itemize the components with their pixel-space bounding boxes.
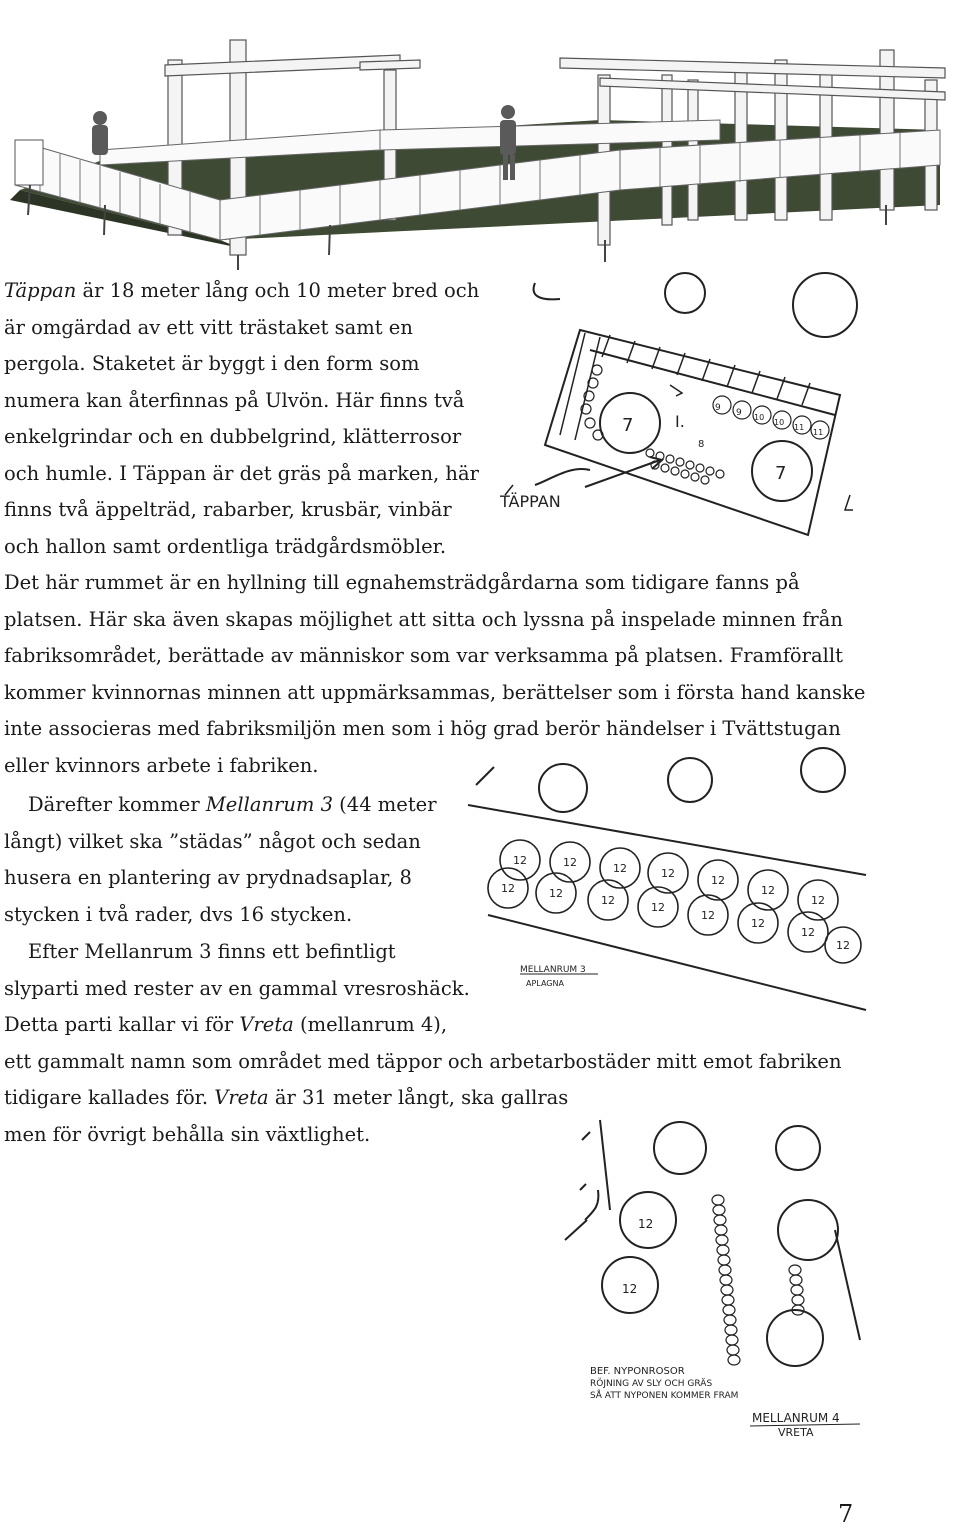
mellanrum3-label: MELLANRUM 3 <box>520 965 586 975</box>
text-span: (44 meter <box>332 793 437 816</box>
text-line: slyparti med rester av en gammal vresroshäck. <box>4 976 470 1000</box>
text-line <box>4 1007 842 1044</box>
mellanrum3-tree-label-o: 12 <box>836 939 850 952</box>
vreta-note-line2: RÖJNING AV SLY OCH GRÄS <box>590 1379 713 1389</box>
text-line: och hallon samt ordentliga trädgårdsmöbler. <box>4 534 447 558</box>
mellanrum3-tree-label-j: 12 <box>601 894 615 907</box>
vreta-sketch-image <box>570 1110 870 1450</box>
mellanrum3-tree-label-k: 12 <box>651 901 665 914</box>
mellanrum3-tree-label-d: 12 <box>661 867 675 880</box>
tappan-label-11a: 11 <box>794 423 805 432</box>
tappan-label-8: 8 <box>698 439 705 450</box>
text-line: stycken i två rader, dvs 16 stycken. <box>4 902 353 926</box>
tappan-label-10b: 10 <box>774 418 785 427</box>
mellanrum3-tree-label-a: 12 <box>513 854 527 867</box>
tappan-label-10a: 10 <box>754 413 765 422</box>
vreta-note-line3: SÅ ATT NYPONEN KOMMER FRAM <box>590 1391 739 1401</box>
text-line: Det här rummet är en hyllning till egnahemsträdgårdarna som tidigare fanns på <box>4 571 800 594</box>
text-line <box>4 1080 842 1117</box>
text-line: numera kan återfinnas på Ulvön. Här finns två <box>4 388 465 412</box>
text-line: husera en plantering av prydnadsaplar, 8 <box>4 866 412 889</box>
vreta-note-line1: BEF. NYPONROSOR <box>590 1366 685 1377</box>
mellanrum3-tree-label-h: 12 <box>501 882 515 895</box>
tappan-tree-label-7a: 7 <box>622 415 634 436</box>
mellanrum-paragraph <box>4 787 437 933</box>
text-line: fabriksområdet, berättade av människor som var verksamma på platsen. Framförallt <box>4 644 843 667</box>
italic-term: Täppan <box>4 279 77 302</box>
mellanrum3-sublabel: APLAGNA <box>526 979 564 988</box>
mellanrum3-tree-label-l: 12 <box>701 909 715 922</box>
text-line: pergola. Staketet är byggt i den form som <box>4 352 420 375</box>
vreta-sublabel: VRETA <box>778 1426 814 1439</box>
tappan-tree-label-7b: 7 <box>775 463 787 484</box>
mellanrum3-tree-label-c: 12 <box>613 862 627 875</box>
italic-term: Vreta <box>239 1013 294 1036</box>
text-line: inte associeras med fabriksmiljön men som i hög grad berör händelser i Tvättstugan <box>4 717 841 740</box>
mellanrum3-tree-label-b: 12 <box>563 856 577 869</box>
mellanrum3-tree-label-m: 12 <box>751 917 765 930</box>
text-line: finns två äppelträd, rabarber, krusbär, vinbär <box>4 498 452 521</box>
text-line: och humle. I Täppan är det gräs på marken, här <box>4 461 479 485</box>
vreta-tree-label-b: 12 <box>622 1282 638 1296</box>
tappan-label-9b: 9 <box>736 408 742 418</box>
text-span: är 31 meter långt, ska gallras <box>268 1086 569 1109</box>
mellanrum3-tree-label-f: 12 <box>761 884 775 897</box>
vreta-tree-label-a: 12 <box>638 1217 654 1231</box>
text-line: långt) vilket ska ”städas” något och sedan <box>4 829 421 853</box>
page-number: 7 <box>838 1500 854 1528</box>
text-line: men för övrigt behålla sin växtlighet. <box>4 1122 371 1146</box>
garden-rendering-image <box>0 0 960 270</box>
vreta-paragraph <box>4 934 842 1153</box>
tappan-marker-i: I. <box>675 412 685 431</box>
italic-term: Vreta <box>214 1086 269 1109</box>
mellanrum3-tree-label-g: 12 <box>811 894 825 907</box>
text-line <box>4 787 437 824</box>
vreta-label: MELLANRUM 4 <box>752 1411 840 1425</box>
mellanrum3-tree-label-i: 12 <box>549 887 563 900</box>
text-line: kommer kvinnornas minnen att uppmärksammas, berättelser som i första hand kanske <box>4 680 866 704</box>
text-line: Efter Mellanrum 3 finns ett befintligt <box>28 940 396 963</box>
text-line <box>4 273 865 310</box>
tappan-paragraph <box>4 273 865 784</box>
text-line: ett gammalt namn som området med täppor och arbetarbostäder mitt emot fabriken <box>4 1049 842 1073</box>
tappan-label: TÄPPAN <box>500 492 561 511</box>
tappan-label-9a: 9 <box>715 403 721 413</box>
text-span: Därefter kommer <box>28 793 206 816</box>
mellanrum3-tree-label-n: 12 <box>801 926 815 939</box>
text-span: tidigare kallades för. <box>4 1086 215 1109</box>
text-line: platsen. Här ska även skapas möjlighet att sitta och lyssna på inspelade minnen från <box>4 607 843 631</box>
italic-term: Mellanrum 3 <box>205 793 333 816</box>
text-span: (mellanrum 4), <box>293 1013 448 1036</box>
text-line: är omgärdad av ett vitt trästaket samt en <box>4 315 413 339</box>
text-span: Detta parti kallar vi för <box>4 1013 240 1036</box>
text-line: eller kvinnors arbete i fabriken. <box>4 753 319 777</box>
text-line: enkelgrindar och en dubbelgrind, klätterrosor <box>4 425 462 448</box>
tappan-label-11b: 11 <box>813 428 824 437</box>
mellanrum3-tree-label-e: 12 <box>711 874 725 887</box>
text-span: är 18 meter lång och 10 meter bred och <box>76 279 480 302</box>
